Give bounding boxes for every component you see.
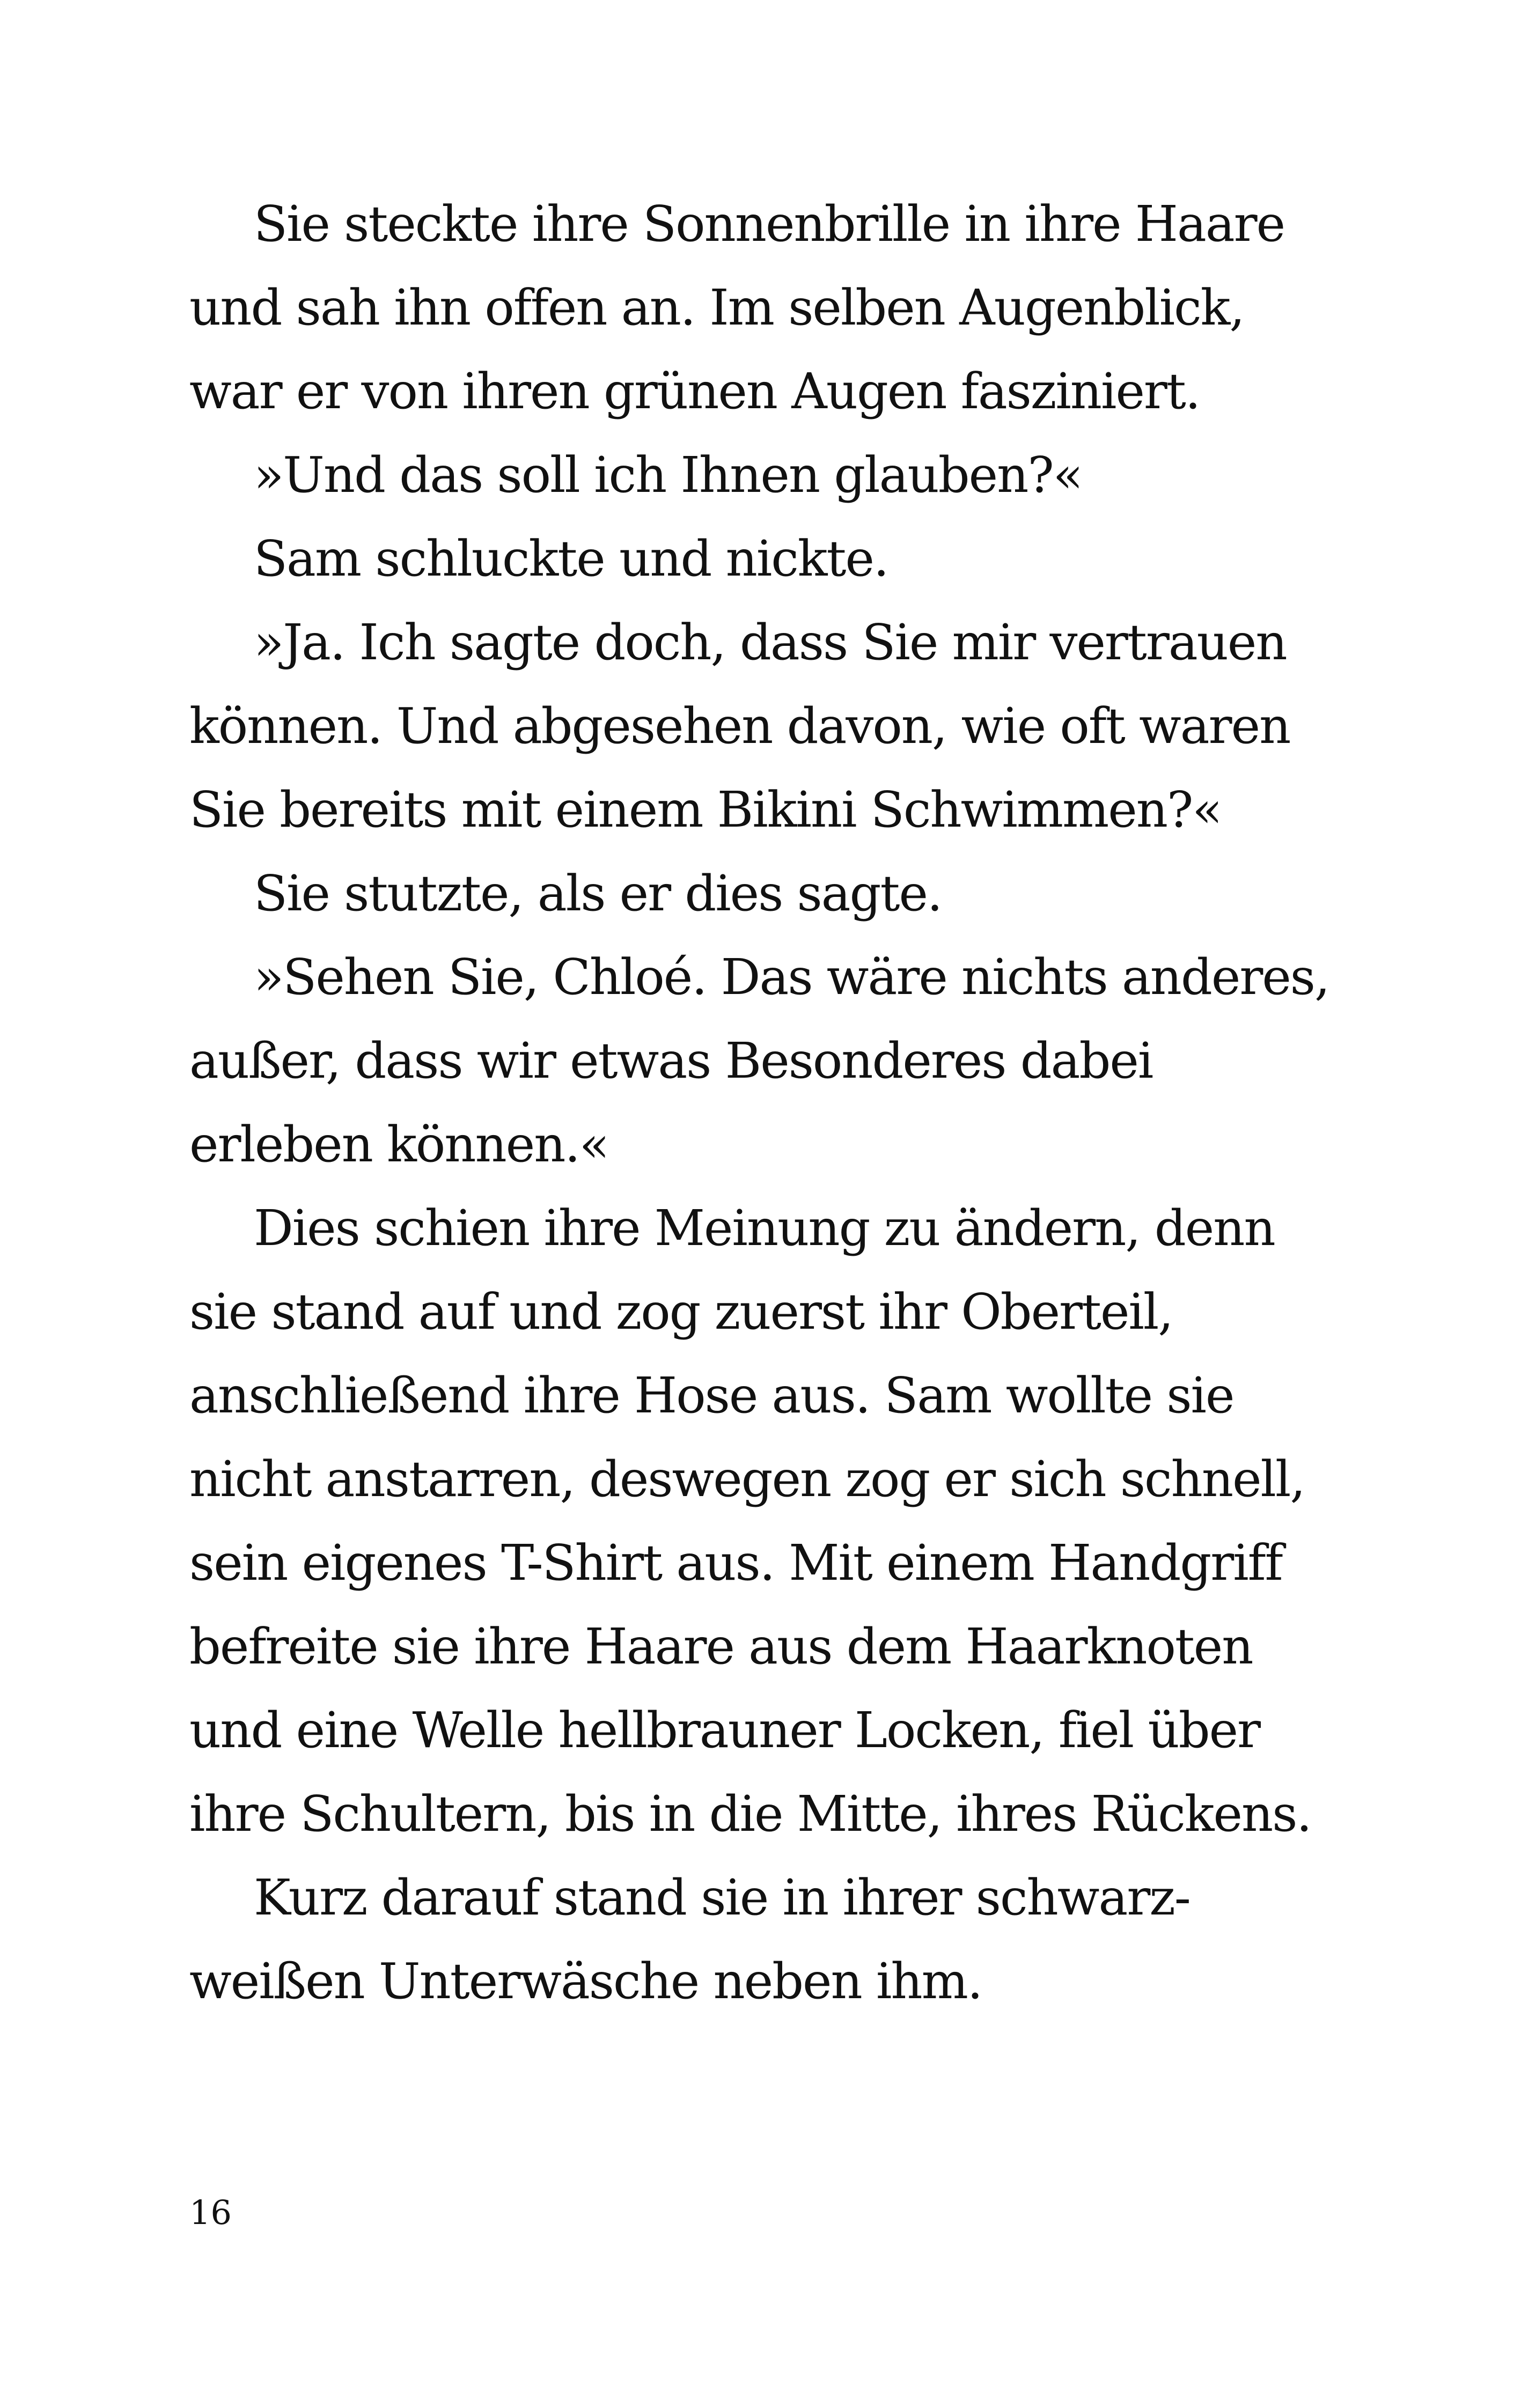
page-number: 16 <box>189 2193 232 2232</box>
text-line: Dies schien ihre Meinung zu ändern, denn <box>254 1199 1275 1257</box>
text-line: »Sehen Sie, Chloé. Das wäre nichts anderes, <box>254 948 1329 1006</box>
text-line: befreite sie ihre Haare aus dem Haarknoten <box>189 1618 1253 1675</box>
text-line: Sie stutzte, als er dies sagte. <box>254 865 942 922</box>
text-line: können. Und abgesehen davon, wie oft waren <box>189 697 1290 755</box>
text-line: Sam schluckte und nickte. <box>254 530 888 587</box>
body-text <box>189 182 1329 2023</box>
text-line: und sah ihn offen an. Im selben Augenblick, <box>189 279 1244 336</box>
text-line: ihre Schultern, bis in die Mitte, ihres Rückens. <box>189 1785 1311 1843</box>
text-line: weißen Unterwäsche neben ihm. <box>189 1953 982 2010</box>
text-line: Sie steckte ihre Sonnenbrille in ihre Haare <box>254 195 1285 253</box>
text-line: Kurz darauf stand sie in ihrer schwarz- <box>254 1869 1190 1926</box>
text-line: »Ja. Ich sagte doch, dass Sie mir vertrauen <box>254 614 1287 671</box>
text-line: »Und das soll ich Ihnen glauben?« <box>254 446 1082 504</box>
text-line: war er von ihren grünen Augen fasziniert. <box>189 363 1200 420</box>
text-line: Sie bereits mit einem Bikini Schwimmen?« <box>189 781 1222 838</box>
text-line: nicht anstarren, deswegen zog er sich schnell, <box>189 1450 1305 1508</box>
text-line: sein eigenes T-Shirt aus. Mit einem Handgriff <box>189 1534 1282 1592</box>
text-line: sie stand auf und zog zuerst ihr Oberteil, <box>189 1283 1173 1341</box>
text-line: erleben können.« <box>189 1116 608 1173</box>
text-line: außer, dass wir etwas Besonderes dabei <box>189 1032 1153 1089</box>
text-line: anschließend ihre Hose aus. Sam wollte sie <box>189 1367 1234 1424</box>
text-line: und eine Welle hellbrauner Locken, fiel über <box>189 1702 1260 1759</box>
